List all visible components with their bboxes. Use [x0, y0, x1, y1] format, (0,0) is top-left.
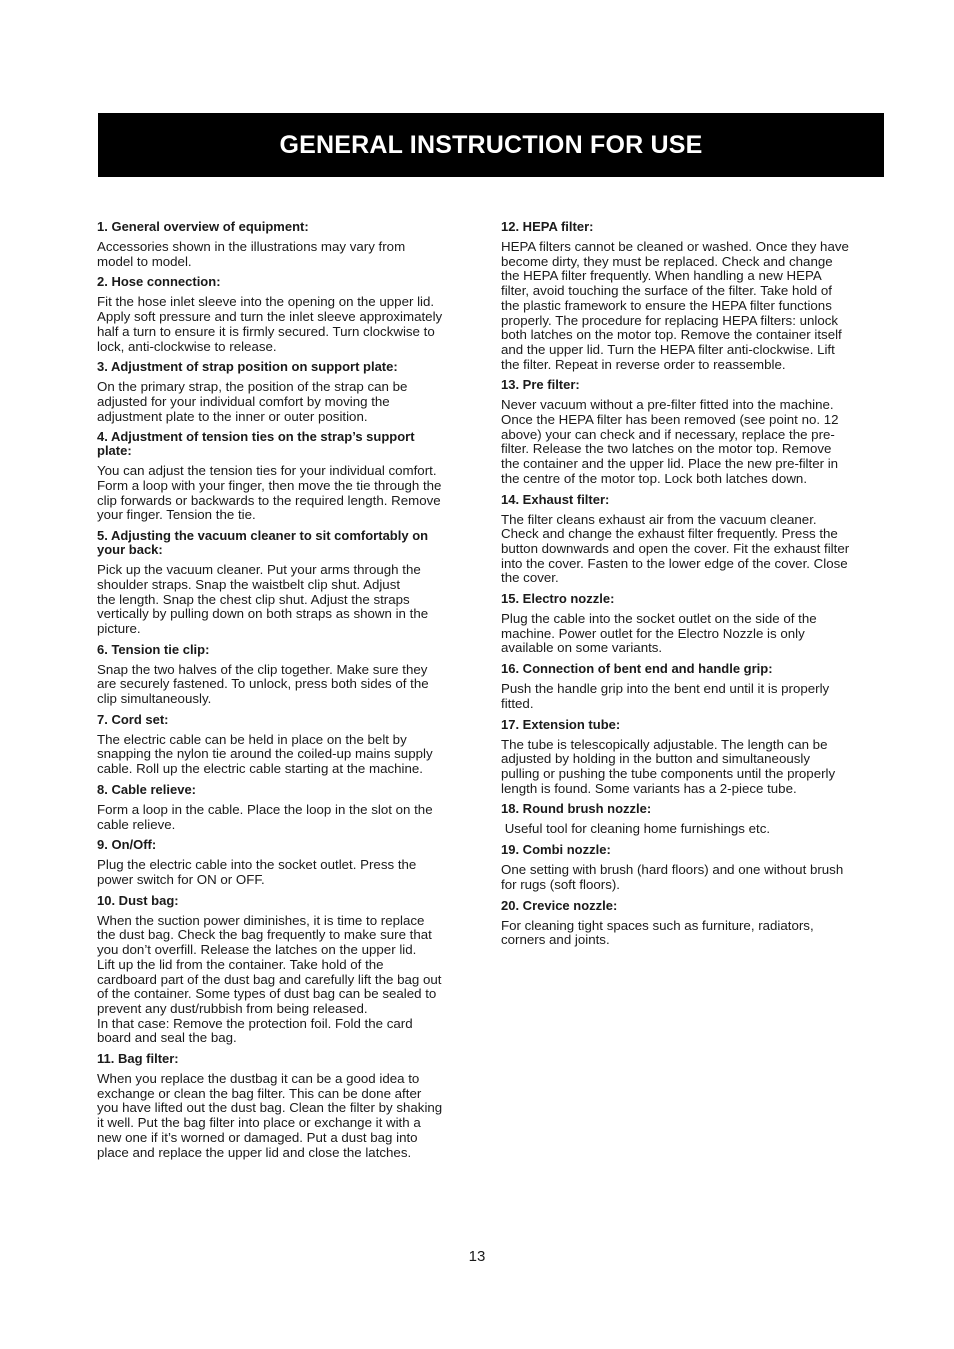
- section-heading: 20. Crevice nozzle:: [501, 897, 618, 913]
- section-heading: 1. General overview of equipment:: [97, 219, 309, 234]
- section-body: The tube is telescopically adjustable. The length can be adjusted by holding in the button and simultaneously pulling or pushing the tube components until the properly length is found. Some variants has a 2-piece tube.: [501, 736, 836, 796]
- section-heading: 13. Pre filter:: [501, 377, 580, 393]
- section-heading: 14. Exhaust filter:: [501, 491, 610, 507]
- left-column: [97, 220, 481, 1166]
- section-tension-ties: [97, 430, 481, 523]
- section-body: HEPA filters cannot be cleaned or washed. Once they have become dirty, they must be replaced. Check and change the HEPA filter frequently. When handling a new HEPA filter, avoid touching the surface of the filter. Take hold of the plastic framework to ensure the HEPA filter functions properly. The procedure for replacing HEPA filters: unlock both latches on the motor top. Remove the container itself and the upper lid. Turn the HEPA filter anti-clockwise. Lift the filter. Repeat in reverse order to reassemble.: [501, 239, 849, 372]
- section-heading: 4. Adjustment of tension ties on the strap’s support plate:: [97, 429, 415, 459]
- section-round-brush-nozzle: [501, 802, 887, 837]
- section-body: Useful tool for cleaning home furnishings etc.: [501, 821, 771, 837]
- page-title: GENERAL INSTRUCTION FOR USE: [279, 130, 703, 159]
- section-body: Form a loop in the cable. Place the loop in the slot on the cable relieve.: [97, 801, 433, 832]
- section-body: Fit the hose inlet sleeve into the opening on the upper lid. Apply soft pressure and turn the inlet sleeve approximately half a turn to ensure it is firmly secured. Turn clockwise to lock, anti-clockwise to release.: [97, 294, 443, 354]
- section-heading: 17. Extension tube:: [501, 716, 621, 732]
- section-body: Plug the electric cable into the socket outlet. Press the power switch for ON or OFF.: [97, 857, 417, 887]
- section-exhaust-filter: [501, 493, 887, 587]
- section-bag-filter: [97, 1052, 481, 1160]
- section-body: Push the handle grip into the bent end until it is properly fitted.: [501, 681, 830, 711]
- section-body: For cleaning tight spaces such as furniture, radiators, corners and joints.: [501, 917, 814, 948]
- section-heading: 11. Bag filter:: [97, 1051, 179, 1067]
- section-heading: 10. Dust bag:: [97, 892, 179, 908]
- section-adjusting-fit: [97, 529, 481, 637]
- section-cable-relieve: [97, 783, 481, 832]
- section-heading: 9. On/Off:: [97, 837, 157, 853]
- section-heading: 19. Combi nozzle:: [501, 842, 611, 858]
- section-body: The electric cable can be held in place on the belt by snapping the nylon tie around the coiled-up mains supply cable. Roll up the electric cable starting at the machine.: [97, 731, 433, 777]
- section-dust-bag: [97, 894, 481, 1046]
- section-electro-nozzle: [501, 592, 887, 656]
- section-body: One setting with brush (hard floors) and one without brush for rugs (soft floors).: [501, 862, 844, 892]
- section-body: Snap the two halves of the clip together. Make sure they are securely fastened. To unlock, press both sides of the clip simultaneously.: [97, 661, 429, 707]
- section-heading: 3. Adjustment of strap position on support plate:: [97, 359, 398, 375]
- section-heading: 2. Hose connection:: [97, 274, 221, 290]
- section-crevice-nozzle: [501, 899, 887, 948]
- section-body: When the suction power diminishes, it is time to replace the dust bag. Check the bag frequently to make sure that you don’t overfill. Release the latches on the upper lid. Lift up the lid from the container. Take hold of the cardboard part of the dust bag and carefully lift the bag out of the container. Some types of dust bag can be sealed to prevent any dust/rubbish from being released. In that case: Remove the protection foil. Fold the card board and seal the bag.: [97, 912, 442, 1046]
- section-hepa-filter: [501, 220, 887, 372]
- section-heading: 8. Cable relieve:: [97, 781, 196, 797]
- section-body: On the primary strap, the position of the strap can be adjusted for your individual comfort by moving the adjustment plate to the inner or outer position.: [97, 379, 408, 424]
- section-body: The filter cleans exhaust air from the vacuum cleaner. Check and change the exhaust filter frequently. Press the button downwards and open the cover. Fit the exhaust filter into the cover. Fasten to the lower edge of the cover. Close the cover.: [501, 511, 850, 586]
- section-heading: 12. HEPA filter:: [501, 219, 594, 234]
- section-tension-tie-clip: [97, 643, 481, 707]
- section-heading: 6. Tension tie clip:: [97, 641, 210, 657]
- section-heading: 16. Connection of bent end and handle grip:: [501, 661, 773, 677]
- section-heading: 15. Electro nozzle:: [501, 591, 615, 607]
- page-number: 13: [468, 1248, 486, 1265]
- section-heading: 18. Round brush nozzle:: [501, 801, 652, 817]
- section-body: Plug the cable into the socket outlet on the side of the machine. Power outlet for the Electro Nozzle is only available on some variants.: [501, 611, 817, 656]
- section-body: Pick up the vacuum cleaner. Put your arms through the shoulder straps. Snap the waistbelt clip shut. Adjust the length. Snap the chest clip shut. Adjust the straps vertically by pulling down on both straps as shown in the picture.: [97, 562, 429, 636]
- section-cord-set: [97, 713, 481, 777]
- section-on-off: [97, 838, 481, 887]
- section-heading: 7. Cord set:: [97, 711, 169, 727]
- section-body: You can adjust the tension ties for your individual comfort. Form a loop with your finger, then move the tie through the clip forwards or backwards to the required length. Remove your finger. Tension the tie.: [97, 463, 442, 523]
- section-body: When you replace the dustbag it can be a good idea to exchange or clean the bag filter. This can be done after you have lifted out the dust bag. Clean the filter by shaking it well. Put the bag filter into place or exchange it with a new one if it’s worned or damaged. Put a dust bag into place and replace the upper lid and close the latches.: [97, 1071, 443, 1160]
- title-banner: [98, 113, 884, 177]
- section-general-overview: [97, 220, 481, 269]
- section-pre-filter: [501, 378, 887, 486]
- section-bent-end-handle: [501, 662, 887, 711]
- section-body: Never vacuum without a pre-filter fitted into the machine. Once the HEPA filter has been removed (see point no. 12 above) your can check and if necessary, replace the pre- filter. Release the two latches on the motor top. Remove the container and the upper lid. Place the new pre-filter in the centre of the motor top. Lock both latches down.: [501, 397, 839, 486]
- section-combi-nozzle: [501, 843, 887, 892]
- section-extension-tube: [501, 718, 887, 797]
- section-heading: 5. Adjusting the vacuum cleaner to sit comfortably on your back:: [97, 528, 429, 558]
- section-hose-connection: [97, 275, 481, 354]
- section-body: Accessories shown in the illustrations may vary from model to model.: [97, 239, 406, 269]
- section-strap-position: [97, 360, 481, 424]
- right-column: [501, 220, 887, 954]
